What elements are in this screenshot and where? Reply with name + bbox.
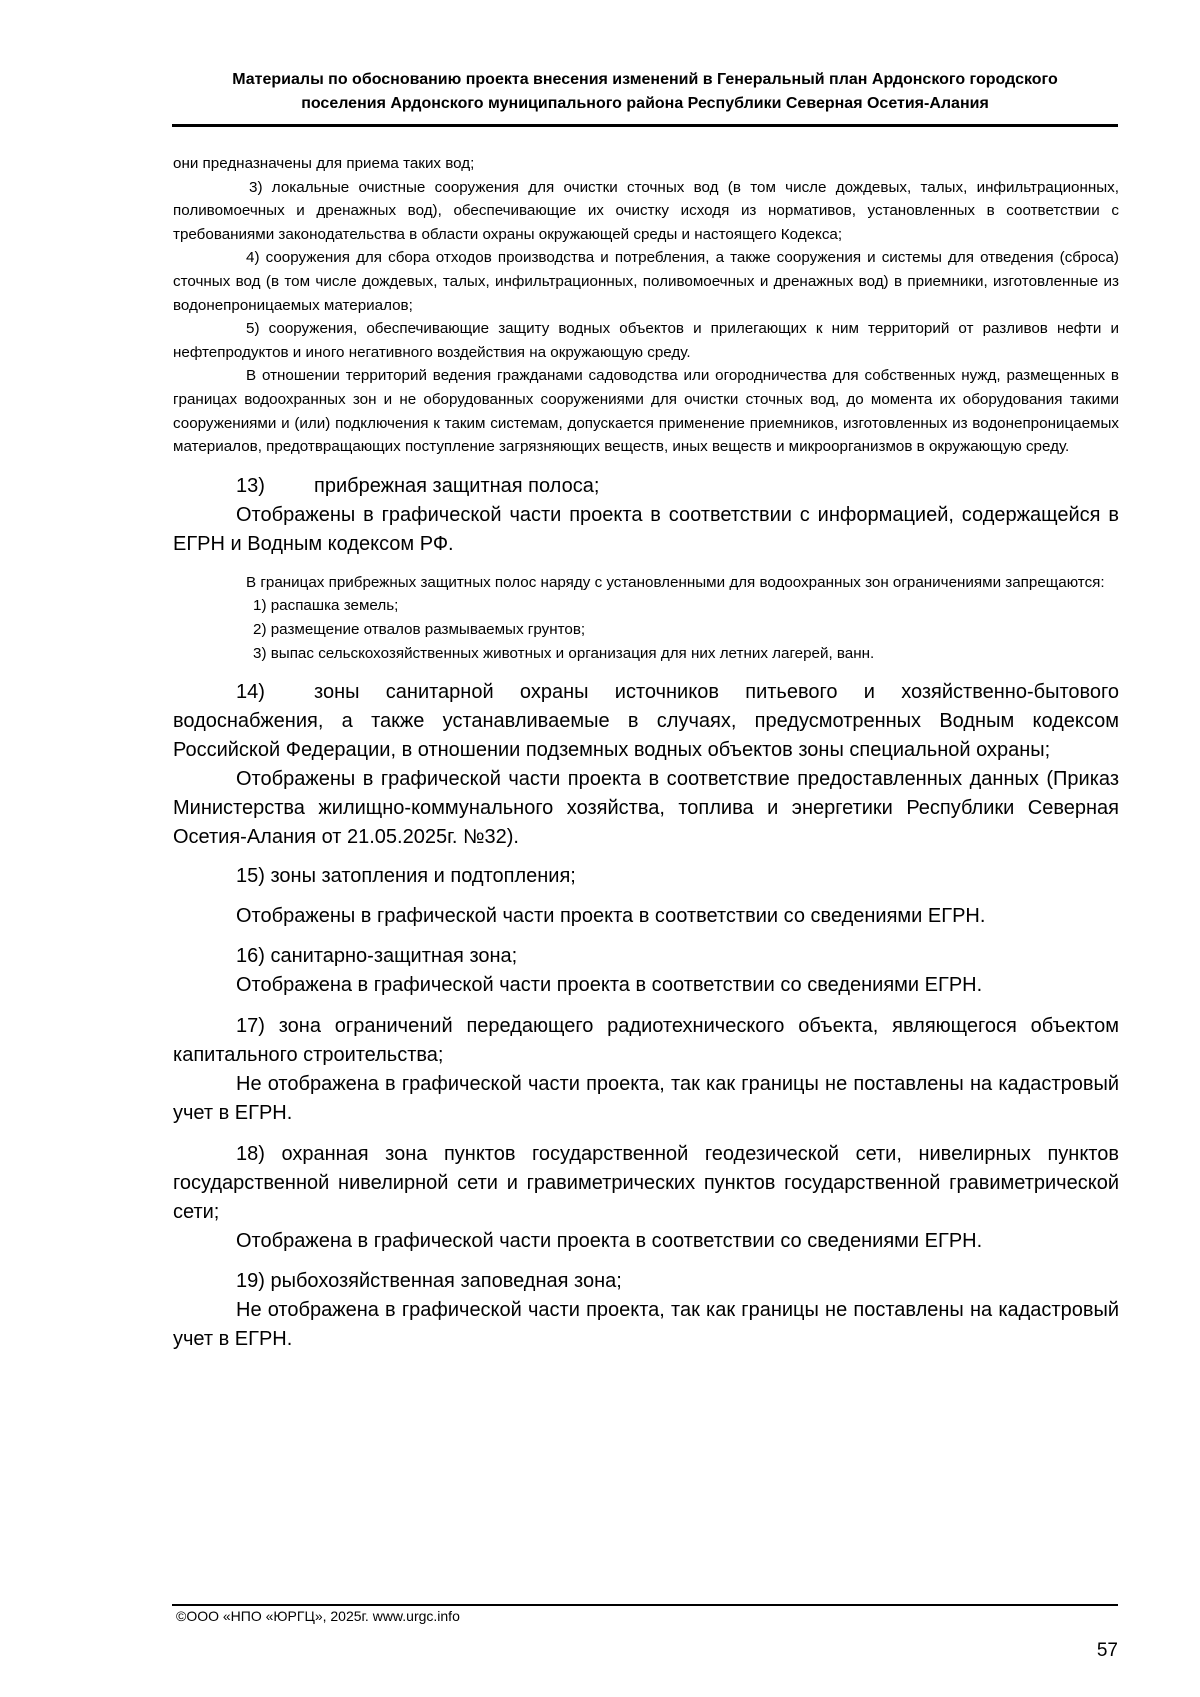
section-13-item: 1) распашка земель; [253, 597, 399, 615]
section-14-heading [173, 678, 1119, 765]
section-13-heading [173, 472, 1119, 501]
section-14-number: 14) [236, 681, 265, 704]
section-16-text: Отображена в графической части проекта в соответствии со сведениями ЕГРН. [236, 974, 983, 997]
list-item-5: 5) сооружения, обеспечивающие защиту водных объектов и прилегающих к ним территорий от разливов нефти и нефтепродуктов и иного негативного воздействия на окружающую среду. [173, 320, 1119, 361]
section-14-text: Отображены в графической части проекта в соответствие предоставленных данных (Приказ Министерства жилищно-коммунального хозяйства, топлива и энергетики Республики Северная Осетия-Алания от 21.05.2025г. №32). [173, 768, 1119, 849]
footer-copyright: ©ООО «НПО «ЮРГЦ», 2025г. www.urgc.info [176, 1608, 460, 1624]
footer-divider [172, 1604, 1118, 1606]
section-13-number: 13) [236, 474, 265, 497]
page-number: 57 [1096, 1640, 1118, 1661]
section-18-text: Отображена в графической части проекта в соответствии со сведениями ЕГРН. [236, 1230, 983, 1253]
document-body [173, 152, 1119, 1354]
paragraph-continuation: они предназначены для приема таких вод; [173, 155, 475, 172]
section-19-title: 19) рыбохозяйственная заповедная зона; [236, 1270, 622, 1293]
header-divider [172, 124, 1118, 127]
section-13-intro: В границах прибрежных защитных полос наряду с установленными для водоохранных зон ограничениями запрещаются: [246, 573, 1105, 591]
list-item-3: 3) локальные очистные сооружения для очистки сточных вод (в том числе дождевых, талых, инфильтрационных, поливомоечных и дренажных вод), обеспечивающие их очистку исходя из нормативов, установленных в соответствии с требованиями законодательства в области охраны окружающей среды и настоящего Кодекса; [173, 178, 1119, 243]
section-13-title: прибрежная защитная полоса; [314, 474, 600, 497]
section-16-title: 16) санитарно-защитная зона; [236, 945, 518, 968]
paragraph-gardening: В отношении территорий ведения гражданами садоводства или огородничества для собственных нужд, размещенных в границах водоохранных зон и не оборудованных сооружениями для очистки сточных вод, до момента их оборудования такими сооружениями и (или) подключения к таким системам, допускается применение приемников, изготовленных из водонепроницаемых материалов, предотвращающих поступление загрязняющих веществ, иных веществ и микроорганизмов в окружающую среду. [173, 367, 1119, 456]
section-14-title: зоны санитарной охраны источников питьевого и хозяйственно-бытового водоснабжения, а также устанавливаемые в случаях, предусмотренных Водным кодексом Российской Федерации, в отношении подземных водных объектов зоны специальной охраны; [173, 681, 1119, 762]
header-line-2: поселения Ардонского муниципального района Республики Северная Осетия-Алания [301, 95, 989, 112]
section-15-title: 15) зоны затопления и подтопления; [236, 865, 576, 888]
section-17-title: 17) зона ограничений передающего радиотехнического объекта, являющегося объектом капитального строительства; [173, 1015, 1119, 1067]
section-15-text: Отображены в графической части проекта в соответствии со сведениями ЕГРН. [236, 905, 986, 928]
section-13-item: 2) размещение отвалов размываемых грунтов; [253, 620, 586, 638]
section-13-item: 3) выпас сельскохозяйственных животных и организация для них летних лагерей, ванн. [253, 644, 875, 662]
section-13-text: Отображены в графической части проекта в соответствии с информацией, содержащейся в ЕГРН и Водным кодексом РФ. [173, 503, 1119, 555]
section-17-text: Не отображена в графической части проекта, так как границы не поставлены на кадастровый учет в ЕГРН. [173, 1073, 1119, 1125]
page-header [172, 68, 1118, 116]
list-item-4: 4) сооружения для сбора отходов производства и потребления, а также сооружения и системы для отведения (сброса) сточных вод (в том числе дождевых, талых, инфильтрационных, поливомоечных и дренажных вод) в приемники, изготовленные из водонепроницаемых материалов; [173, 249, 1119, 314]
header-line-1: Материалы по обоснованию проекта внесения изменений в Генеральный план Ардонского городского [232, 71, 1058, 88]
section-18-title: 18) охранная зона пунктов государственной геодезической сети, нивелирных пунктов государственной нивелирной сети и гравиметрических пунктов государственной гравиметрической сети; [173, 1143, 1119, 1224]
section-19-text: Не отображена в графической части проекта, так как границы не поставлены на кадастровый учет в ЕГРН. [173, 1299, 1119, 1351]
